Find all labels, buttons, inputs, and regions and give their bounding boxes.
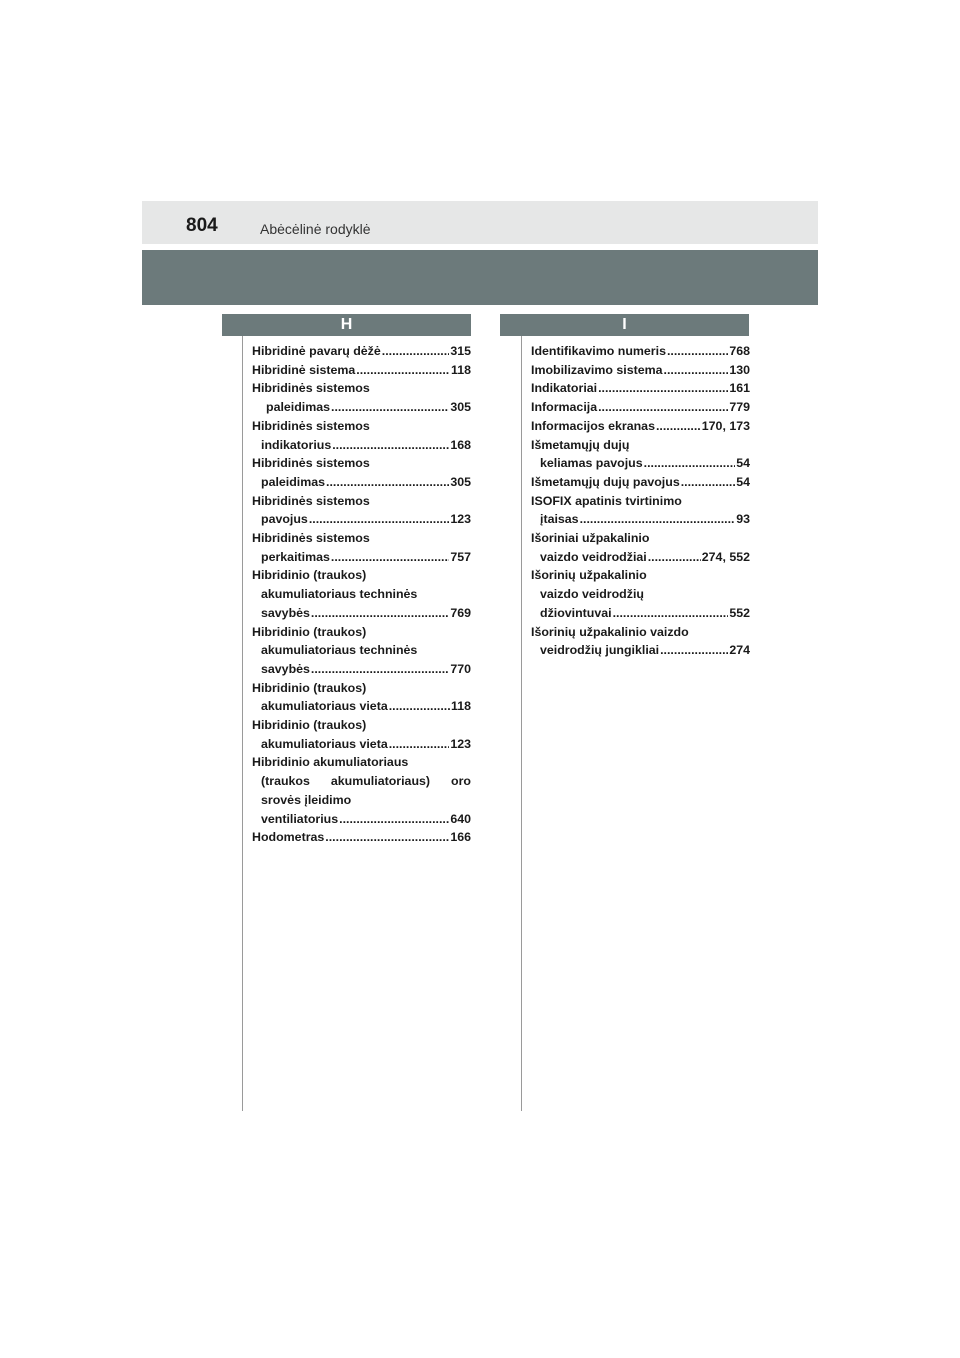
index-entry: Hibridinės sistemos [252, 381, 370, 396]
column-rule-i [521, 336, 522, 1111]
index-entry: vaizdo veidrodžiai ..... 274, 552 [531, 548, 750, 567]
index-entry: paleidimas ..... 305 [252, 398, 471, 417]
index-entry: Informacija ..... 779 [531, 398, 750, 417]
index-entry: akumuliatoriaus vieta ..... 118 [252, 697, 471, 716]
index-entry: Išoriniai užpakalinio [531, 531, 650, 546]
index-entry: Hibridinio (traukos) [252, 624, 367, 639]
index-entry: Hibridinės sistemos [252, 531, 370, 546]
index-entry: keliamas pavojus ..... 54 [531, 454, 750, 473]
index-entry: Hibridinės sistemos [252, 456, 370, 471]
index-entry: indikatorius ..... 168 [252, 436, 471, 455]
letter-heading-h: H [222, 314, 471, 336]
index-entry: (traukos akumuliatoriaus) oro [261, 774, 471, 789]
index-entry: vaizdo veidrodžių [540, 587, 644, 602]
index-entry: Hibridinio (traukos) [252, 680, 367, 695]
index-entry: Hibridinė sistema ..... 118 [252, 361, 471, 380]
index-entry: Imobilizavimo sistema ..... 130 [531, 361, 750, 380]
index-entry: Informacijos ekranas ..... 170, 173 [531, 417, 750, 436]
column-rule-h [242, 336, 243, 1111]
index-entry: Hodometras ..... 166 [252, 828, 471, 847]
index-entry: Hibridinio akumuliatoriaus [252, 755, 409, 770]
index-entry: paleidimas ..... 305 [252, 473, 471, 492]
index-entry: Išmetamųjų dujų [531, 437, 630, 452]
index-entry: Hibridinio (traukos) [252, 568, 367, 583]
header-title: Abėcėlinė rodyklė [260, 221, 371, 237]
index-entry: Indikatoriai ..... 161 [531, 379, 750, 398]
page-number: 804 [186, 215, 218, 236]
index-entry: Išorinių užpakalinio [531, 568, 647, 583]
index-entry: savybės ..... 769 [252, 604, 471, 623]
index-entry: akumuliatoriaus techninės [261, 643, 418, 658]
index-entry: srovės įleidimo [261, 792, 352, 807]
index-entry: Hibridinės sistemos [252, 493, 370, 508]
index-entry: perkaitimas ..... 757 [252, 548, 471, 567]
index-entry: ventiliatorius ..... 640 [252, 810, 471, 829]
index-entry: savybės ..... 770 [252, 660, 471, 679]
index-entry: Hibridinės sistemos [252, 418, 370, 433]
index-entry: Išorinių užpakalinio vaizdo [531, 624, 689, 639]
index-entry: akumuliatoriaus techninės [261, 587, 418, 602]
index-entry: veidrodžių jungikliai ..... 274 [531, 641, 750, 660]
section-band [142, 250, 818, 305]
index-list-i [531, 342, 750, 660]
header-bar [142, 201, 818, 244]
index-entry: Hibridinio (traukos) [252, 718, 367, 733]
index-entry: Identifikavimo numeris ..... 768 [531, 342, 750, 361]
index-entry: Hibridinė pavarų dėžė ..... 315 [252, 342, 471, 361]
letter-heading-i: I [500, 314, 749, 336]
index-list-h [252, 342, 471, 847]
index-entry: Išmetamųjų dujų pavojus ..... 54 [531, 473, 750, 492]
index-entry: akumuliatoriaus vieta ..... 123 [252, 735, 471, 754]
index-entry: džiovintuvai ..... 552 [531, 604, 750, 623]
index-entry: įtaisas ..... 93 [531, 510, 750, 529]
index-entry: ISOFIX apatinis tvirtinimo [531, 493, 682, 508]
index-entry: pavojus ..... 123 [252, 510, 471, 529]
